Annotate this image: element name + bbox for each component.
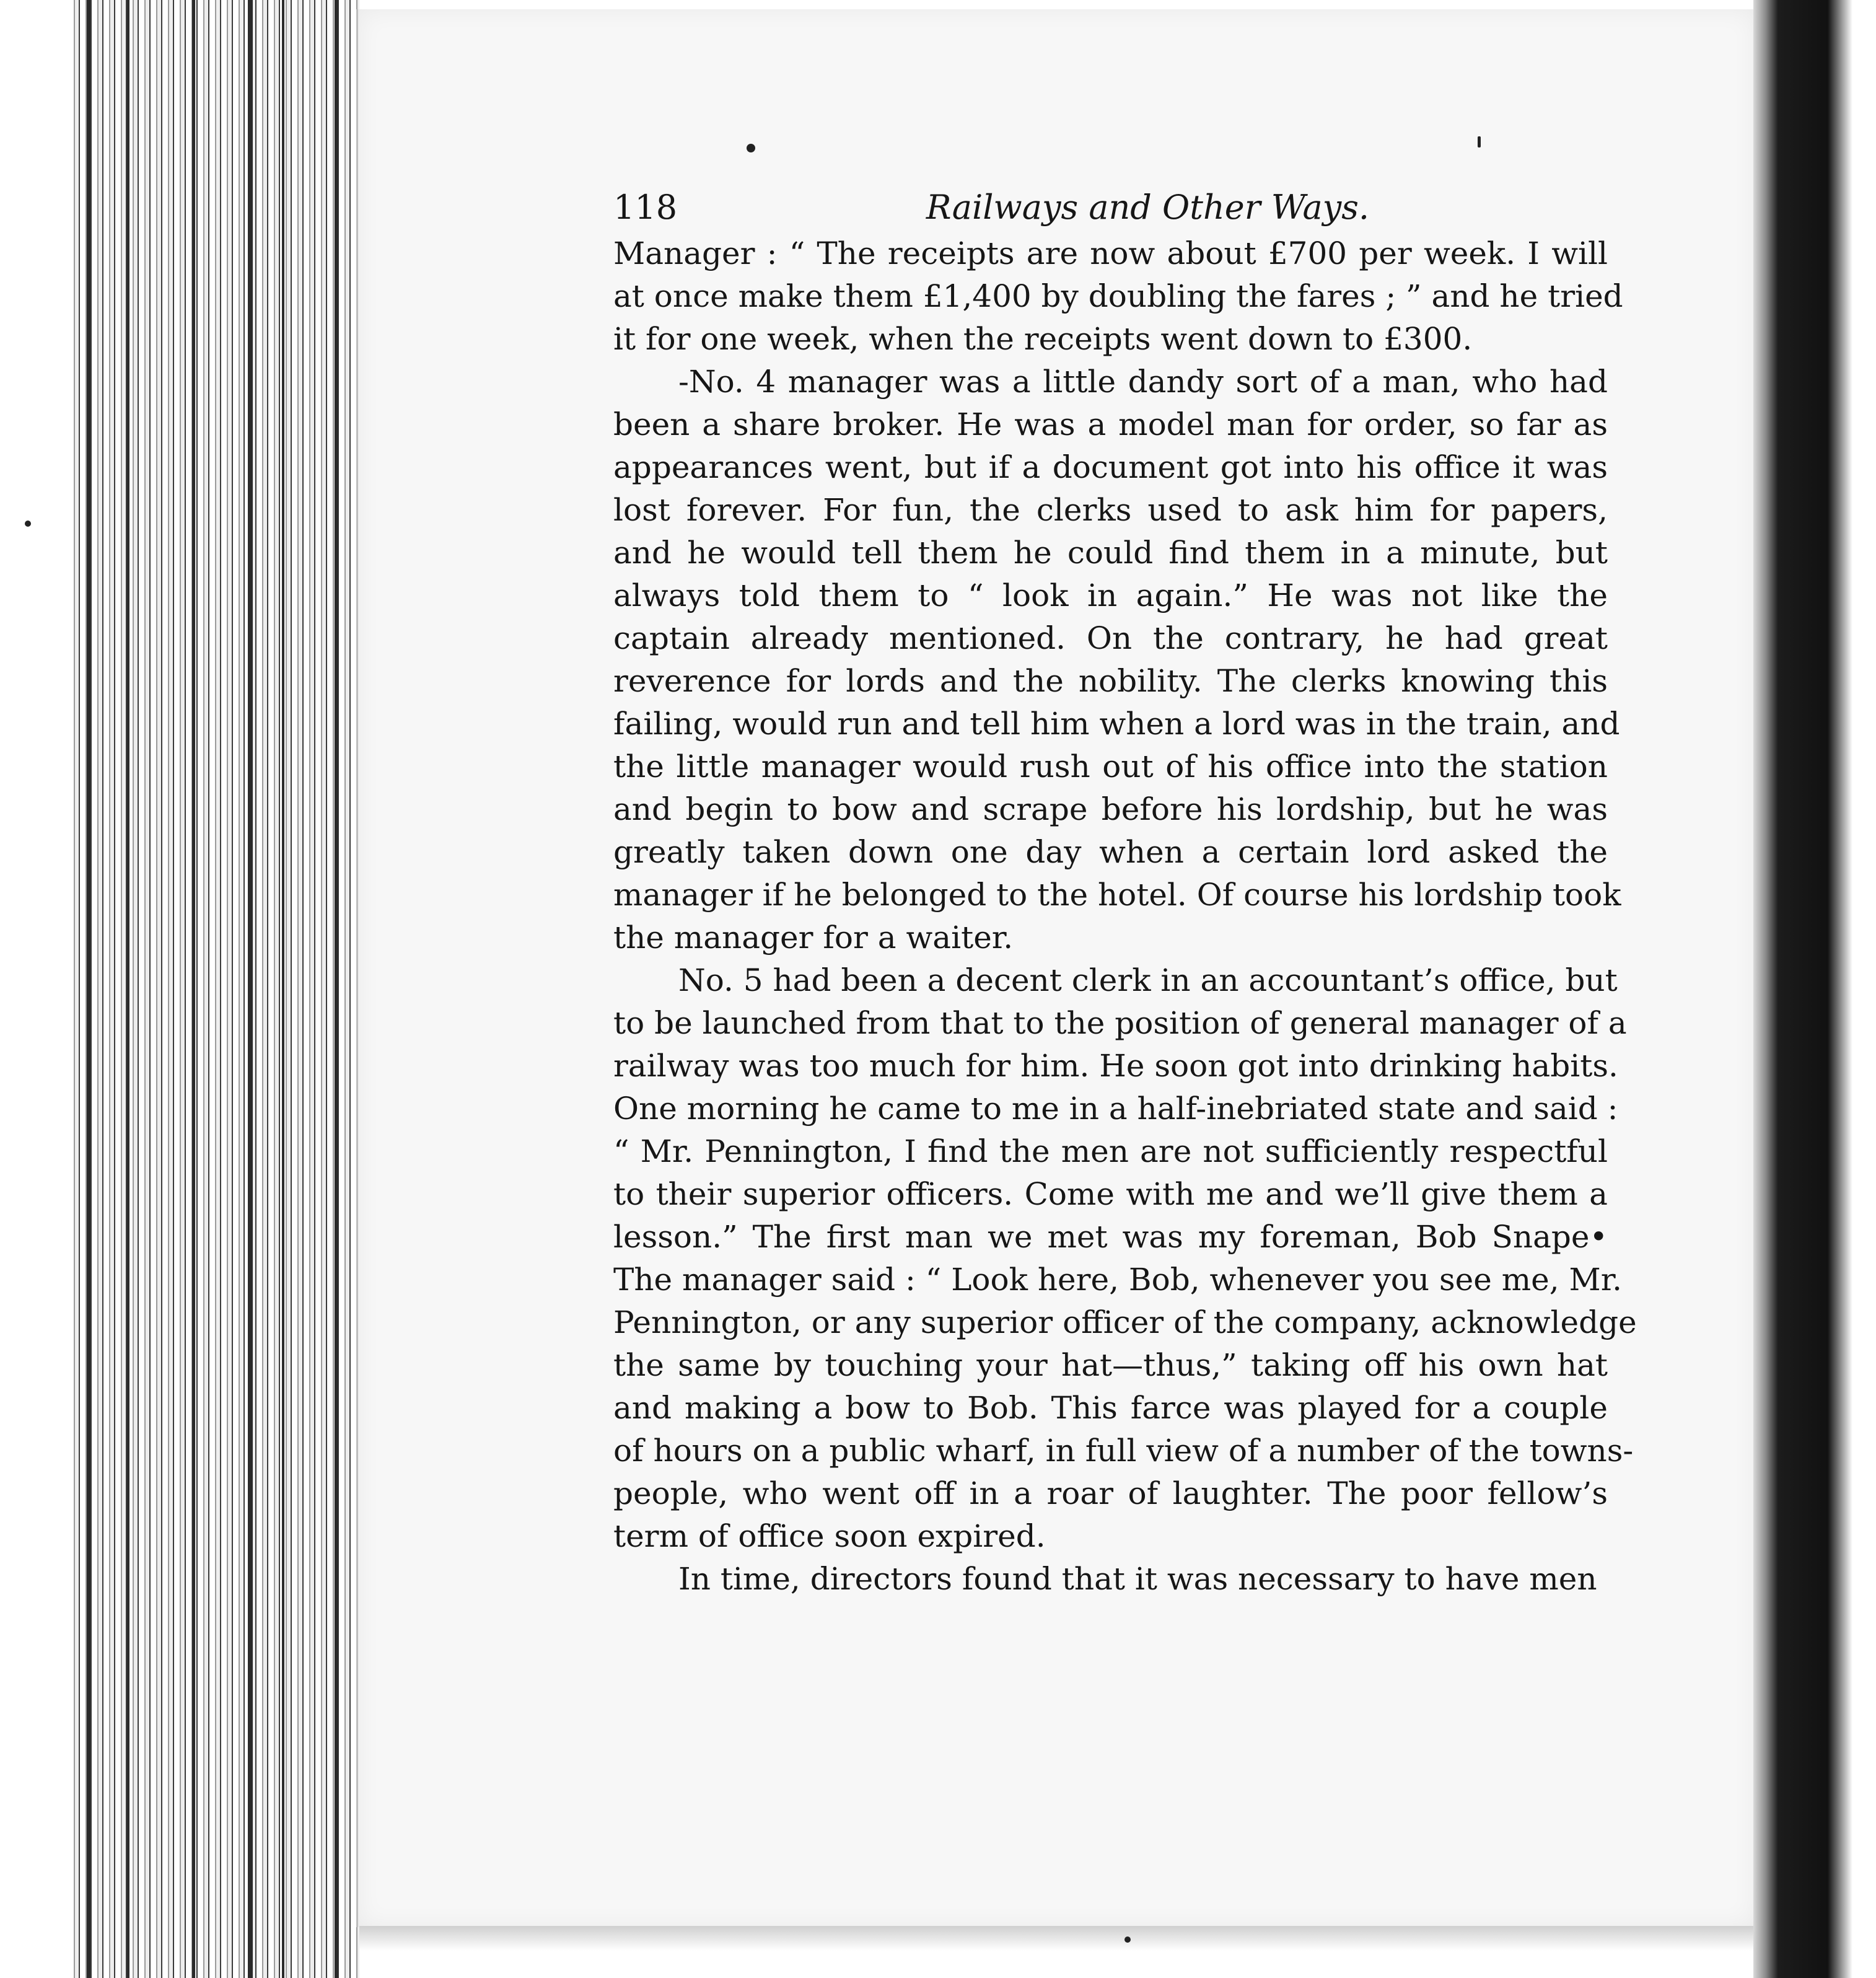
text-line: to their superior officers. Come with me and we’ll give them a	[613, 1176, 1608, 1212]
text-block	[613, 183, 1637, 1601]
page-edge-line	[248, 0, 253, 1978]
text-line: The manager said : “ Look here, Bob, whenever you see me, Mr.	[613, 1262, 1623, 1298]
text-line: In time, directors found that it was necessary to have men	[678, 1561, 1597, 1597]
page-edge-line	[127, 0, 129, 1978]
text-line: lesson.” The first man we met was my foreman, Bob Snape•	[613, 1219, 1608, 1255]
text-line: manager if he belonged to the hotel. Of course his lordship took	[613, 877, 1621, 913]
page-edge-line	[335, 0, 338, 1978]
text-line: greatly taken down one day when a certain lord asked the	[613, 834, 1608, 870]
text-line: people, who went off in a roar of laughter. The poor fellow’s	[613, 1475, 1608, 1511]
ink-speck	[25, 521, 31, 527]
text-line: appearances went, but if a document got into his office it was	[613, 449, 1608, 485]
page-edge-line	[87, 0, 90, 1978]
stacked-page-edges	[68, 0, 359, 1978]
page-number: 118	[613, 188, 678, 227]
text-line: Pennington, or any superior officer of the company, acknowledge	[613, 1304, 1637, 1340]
ink-speck	[747, 144, 755, 152]
text-line: -No. 4 manager was a little dandy sort of a man, who had	[678, 364, 1608, 400]
text-line: “ Mr. Pennington, I find the men are not sufficiently respectful	[613, 1133, 1608, 1169]
paragraph-4	[613, 1558, 1608, 1601]
paragraph-2	[613, 361, 1621, 959]
page-bottom-shadow	[359, 1926, 1753, 1951]
text-line: and he would tell them he could find them in a minute, but	[613, 535, 1608, 571]
paragraph-1	[613, 232, 1623, 361]
text-line: captain already mentioned. On the contrary, he had great	[613, 620, 1608, 656]
text-line: of hours on a public wharf, in full view of a number of the towns-	[613, 1433, 1634, 1469]
text-line: failing, would run and tell him when a lord was in the train, and	[613, 706, 1620, 742]
text-line: Manager : “ The receipts are now about £700 per week. I will	[613, 235, 1608, 271]
text-line: it for one week, when the receipts went down to £300.	[613, 321, 1473, 357]
text-line: always told them to “ look in again.” He was not like the	[613, 578, 1608, 613]
text-line: the same by touching your hat—thus,” taking off his own hat	[613, 1347, 1608, 1383]
text-line: at once make them £1,400 by doubling the fares ; ” and he tried	[613, 278, 1623, 314]
text-line: lost forever. For fun, the clerks used to ask him for papers,	[613, 492, 1608, 528]
running-title: Railways and Other Ways.	[926, 188, 1370, 227]
page-edge-line	[282, 0, 284, 1978]
text-line: been a share broker. He was a model man for order, so far as	[613, 407, 1608, 442]
paragraph-3	[613, 959, 1637, 1558]
text-line: term of office soon expired.	[613, 1518, 1046, 1554]
ink-speck	[1478, 136, 1481, 147]
text-line: reverence for lords and the nobility. The clerks knowing this	[613, 663, 1608, 699]
text-line: No. 5 had been a decent clerk in an accountant’s office, but	[678, 962, 1618, 998]
text-line: railway was too much for him. He soon got into drinking habits.	[613, 1048, 1618, 1084]
text-line: to be launched from that to the position of general manager of a	[613, 1005, 1627, 1041]
text-line: the manager for a waiter.	[613, 920, 1014, 956]
ink-speck	[1124, 1936, 1131, 1943]
page-edge-line	[192, 0, 195, 1978]
text-line: the little manager would rush out of his office into the station	[613, 749, 1608, 785]
text-line: and making a bow to Bob. This farce was played for a couple	[613, 1390, 1608, 1426]
text-line: and begin to bow and scrape before his lordship, but he was	[613, 791, 1608, 827]
book-binding-edge	[1753, 0, 1876, 1978]
running-head	[613, 183, 1608, 232]
text-line: One morning he came to me in a half-inebriated state and said :	[613, 1091, 1618, 1127]
